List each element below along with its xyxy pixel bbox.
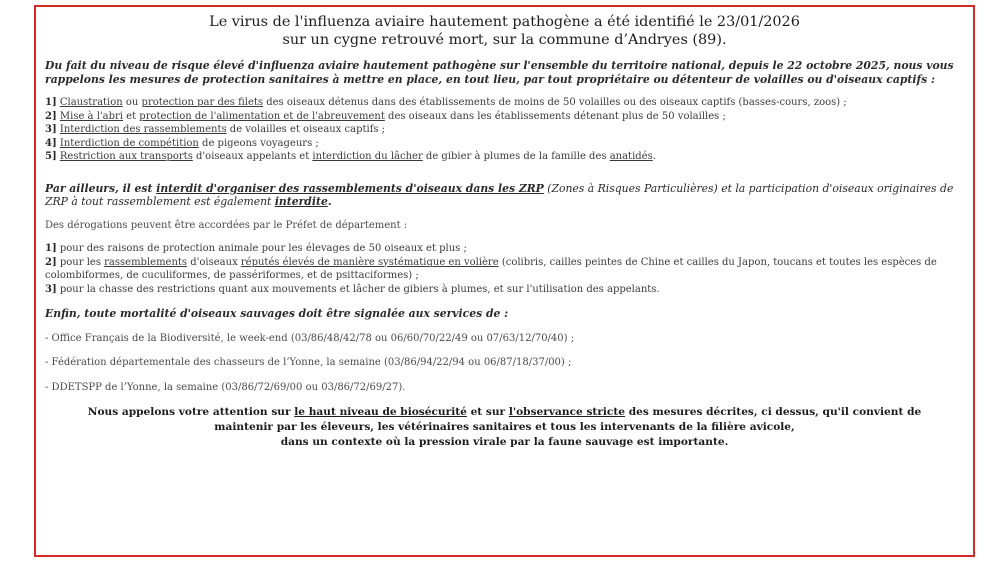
report-intro: Enfin, toute mortalité d'oiseaux sauvages doit être signalée aux services de : [45,307,509,320]
contact-ofb: - Office Français de la Biodiversité, le week-end (03/86/48/42/78 ou 06/60/70/22/49 ou 07/63/12/70/40) ; [45,332,575,344]
zrp-paragraph: Par ailleurs, il est interdit d'organiser des rassemblements d'oiseaux dans les ZRP (Zones à Risques Particulières) et la participation d'oiseaux originaires de ZRP à tout rassemblement est également interdite. [45,181,954,208]
notice-title [45,13,964,49]
closing-paragraph: Nous appelons votre attention sur le haut niveau de biosécurité et sur l'observance stricte des mesures décrites, ci dessus, qu'il convient de maintenir par les éleveurs, les vétérinaires sanitaires et tous les intervenants de la filière avicole, dans un contexte où la pression virale par la faune sauvage est importante. [87,406,922,448]
notice-frame [34,5,975,557]
intro-paragraph: Du fait du niveau de risque élevé d'influenza aviaire hautement pathogène sur l'ensemble du territoire national, depuis le 22 octobre 2025, nous vous rappelons les mesures de protection sanitaires à mettre en place, en tout lieu, par tout propriétaire ou détenteur de volailles ou d'oiseaux captifs : [45,59,954,86]
contact-federation-chasseurs: - Fédération départementale des chasseurs de l’Yonne, la semaine (03/86/94/22/94 ou 06/87/18/37/00) ; [45,357,572,368]
measure-item-1: 1] Claustration ou protection par des filets des oiseaux détenus dans des établissements de moins de 50 volailles ou des oiseaux captifs (basses-cours, zoos) ; [45,97,847,108]
measure-item-5: 5] Restriction aux transports d'oiseaux appelants et interdiction du lâcher de gibier à plumes de la famille des anatidés. [45,151,656,162]
contact-ddetspp: - DDETSPP de l’Yonne, la semaine (03/86/72/69/00 ou 03/86/72/69/27). [45,381,406,393]
derogation-item-1: 1] pour des raisons de protection animale pour les élevages de 50 oiseaux et plus ; [45,243,467,254]
title-line-2: sur un cygne retrouvé mort, sur la commune d’Andryes (89). [282,32,727,48]
measure-item-4: 4] Interdiction de compétition de pigeons voyageurs ; [45,137,319,149]
measure-item-2: 2] Mise à l'abri et protection de l'alimentation et de l'abreuvement des oiseaux dans les établissements détenant plus de 50 volailles ; [45,110,726,122]
derogation-item-3: 3] pour la chasse des restrictions quant aux mouvements et lâcher de gibiers à plumes, et sur l'utilisation des appelants. [45,283,660,295]
derogations-list [45,242,964,296]
measure-item-3: 3] Interdiction des rassemblements de volailles et oiseaux captifs ; [45,124,386,135]
title-line-1: Le virus de l'influenza aviaire hautement pathogène a été identifié le 23/01/2026 [209,14,800,30]
measures-list [45,96,964,164]
derogation-item-2: 2] pour les rassemblements d'oiseaux réputés élevés de manière systématique en volière (colibris, cailles peintes de Chine et cailles du Japon, toucans et toutes les espèces de colombiformes, de cuculiformes, de passériformes, et de psittaciformes) ; [45,256,937,281]
derogations-intro: Des dérogations peuvent être accordées par le Préfet de département : [45,219,408,231]
